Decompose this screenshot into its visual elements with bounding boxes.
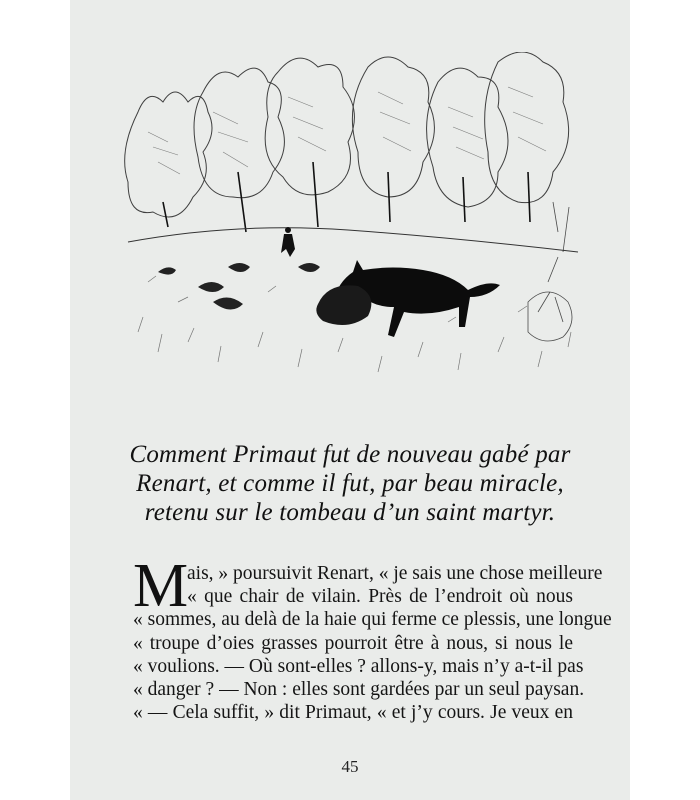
chapter-title-line-1: Comment Primaut fut de nouveau gabé par — [129, 441, 571, 468]
body-line-3: « sommes, au delà de la haie qui ferme ce plessis, une longue — [133, 609, 612, 631]
body-line-4: « troupe d’oies grasses pourroit être à nous, si nous le — [133, 632, 573, 654]
illustration-drawing — [118, 52, 582, 392]
body-line-6: « danger ? — Non : elles sont gardées par un seul paysan. — [133, 678, 585, 700]
chapter-title-line-2: Renart, et comme il fut, par beau miracle, — [136, 470, 564, 497]
body-line-1-text: ais, » poursuivit Renart, « je sais une chose meilleure — [187, 563, 603, 584]
chapter-title-line-3: retenu sur le tombeau d’un saint martyr. — [144, 499, 556, 526]
body-line-2: « que chair de vilain. Près de l’endroit où nous — [187, 586, 573, 608]
page-number: 45 — [341, 757, 359, 776]
body-paragraph — [133, 562, 612, 724]
body-line-5: « voulions. — Où sont-elles ? allons-y, mais n’y a-t-il pas — [133, 655, 584, 677]
drop-cap: M — [133, 552, 189, 620]
body-line-7: « — Cela suffit, » dit Primaut, « et j’y cours. Je veux en — [133, 702, 573, 724]
wolf-etching-illustration — [118, 52, 582, 392]
chapter-title — [110, 440, 590, 527]
body-line-1 — [133, 562, 603, 585]
